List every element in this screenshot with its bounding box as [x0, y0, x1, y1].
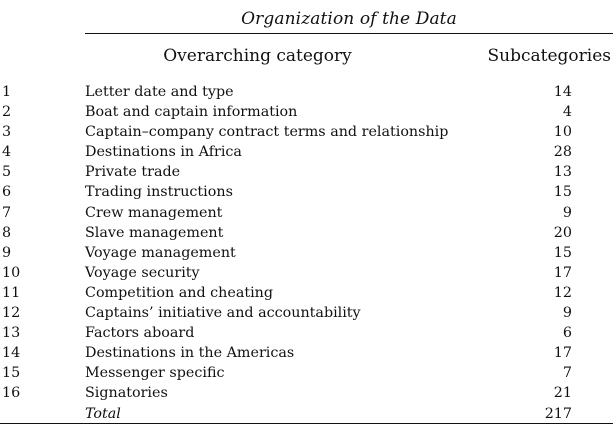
table-row [0, 102, 613, 122]
row-number: 7 [2, 204, 12, 221]
row-number: 12 [2, 305, 21, 322]
row-subcategory-count: 10 [553, 124, 572, 141]
total-subcategory-count: 217 [544, 405, 572, 422]
table-row [0, 142, 613, 162]
row-subcategory-count: 13 [553, 164, 572, 181]
row-subcategory-count: 4 [562, 104, 572, 121]
row-number: 14 [2, 345, 21, 362]
row-number: 16 [2, 385, 21, 402]
row-subcategory-count: 15 [553, 244, 572, 261]
row-number: 1 [2, 84, 12, 100]
row-subcategory-count: 17 [553, 345, 572, 362]
row-number: 5 [2, 164, 12, 181]
table-row [0, 82, 613, 102]
total-label: Total [85, 405, 121, 422]
table-row [0, 283, 613, 303]
row-number: 9 [2, 244, 12, 261]
table-row [0, 162, 613, 182]
row-subcategory-count: 9 [562, 204, 572, 221]
table-row [0, 303, 613, 323]
table-row [0, 343, 613, 363]
row-subcategory-count: 12 [553, 284, 572, 301]
row-number: 2 [2, 104, 12, 121]
row-number: 8 [2, 224, 12, 241]
table-bottom-rule [0, 423, 613, 424]
row-number: 3 [2, 124, 12, 141]
row-category: Private trade [85, 164, 181, 181]
row-category: Captains’ initiative and accountability [85, 305, 361, 322]
total-row [0, 404, 613, 424]
row-number: 11 [2, 284, 21, 301]
row-number: 6 [2, 184, 12, 201]
table-row [0, 182, 613, 202]
table-row [0, 323, 613, 343]
table-row [0, 203, 613, 223]
column-header-subcategories: Subcategories [487, 46, 611, 66]
row-category: Slave management [85, 224, 224, 241]
row-category: Factors aboard [85, 325, 195, 342]
table-row [0, 263, 613, 283]
row-category: Destinations in Africa [85, 144, 242, 161]
table-row [0, 243, 613, 263]
row-subcategory-count: 17 [553, 264, 572, 281]
table-body [0, 82, 613, 424]
row-subcategory-count: 21 [553, 385, 572, 402]
row-category: Trading instructions [85, 184, 233, 201]
row-category: Letter date and type [85, 84, 234, 100]
row-subcategory-count: 6 [562, 325, 572, 342]
row-number: 10 [2, 264, 21, 281]
column-header-category: Overarching category [163, 46, 352, 66]
row-subcategory-count: 20 [553, 224, 572, 241]
row-category: Crew management [85, 204, 223, 221]
row-category: Captain–company contract terms and relationship [85, 124, 449, 141]
table-row [0, 363, 613, 383]
row-category: Voyage management [85, 244, 236, 261]
row-subcategory-count: 28 [553, 144, 572, 161]
table-row [0, 122, 613, 142]
caption-rule [85, 33, 613, 34]
row-number: 4 [2, 144, 12, 161]
table-row [0, 383, 613, 403]
row-subcategory-count: 15 [553, 184, 572, 201]
row-category: Messenger specific [85, 365, 225, 382]
row-subcategory-count: 9 [562, 305, 572, 322]
row-category: Boat and captain information [85, 104, 298, 121]
row-number: 15 [2, 365, 21, 382]
row-category: Signatories [85, 385, 168, 402]
row-number: 13 [2, 325, 21, 342]
table-row [0, 223, 613, 243]
row-category: Voyage security [85, 264, 200, 281]
table-caption: Organization of the Data [241, 9, 457, 29]
row-subcategory-count: 7 [562, 365, 572, 382]
row-subcategory-count: 14 [553, 84, 572, 100]
row-category: Destinations in the Americas [85, 345, 295, 362]
row-category: Competition and cheating [85, 284, 274, 301]
